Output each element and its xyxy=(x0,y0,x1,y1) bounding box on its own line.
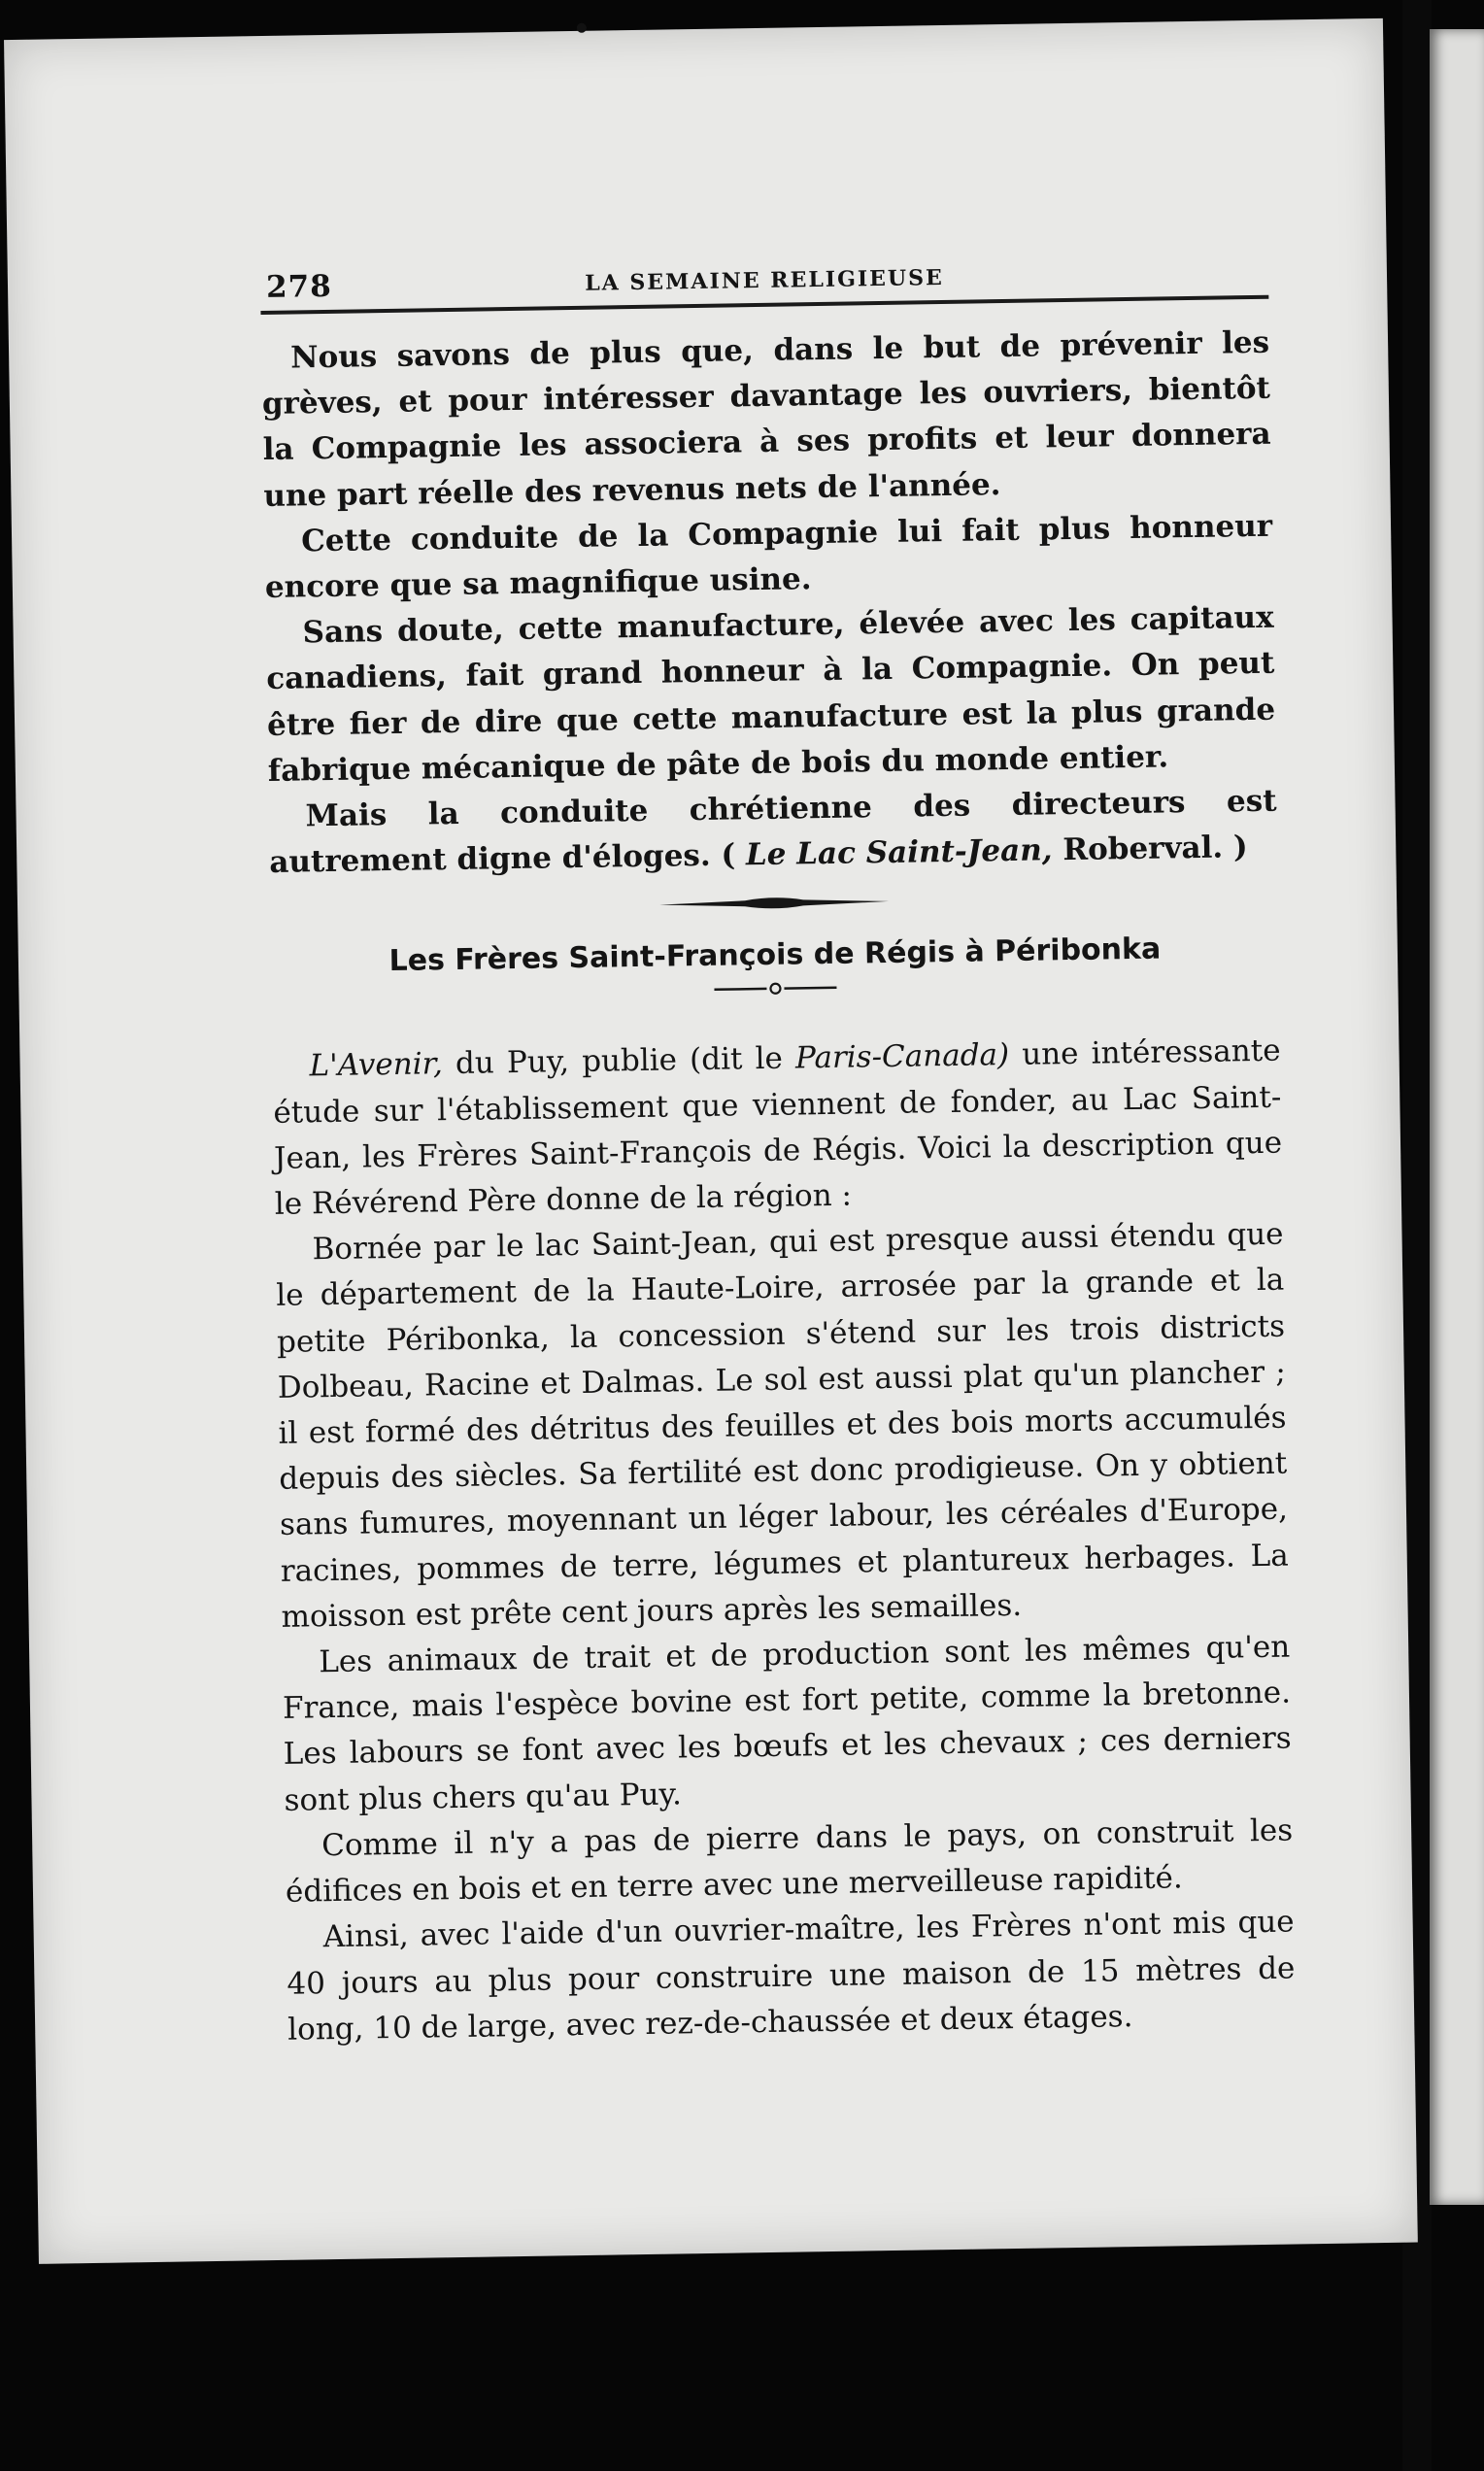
running-header xyxy=(260,239,1269,315)
paragraph-text: du Puy, publie (dit le xyxy=(442,1040,796,1082)
source-title: Paris-Canada) xyxy=(794,1037,1010,1076)
paragraph: Ainsi, avec l'aide d'un ouvrier-maître, les Frères n'ont mis que 40 jours au plus pour construire une maison de 15 mètres de long, 10 de large, avec rez-de-chaussée et deux étages. xyxy=(287,1904,1296,2048)
running-title: LA SEMAINE RELIGIEUSE xyxy=(585,264,944,296)
source-title: L'Avenir, xyxy=(309,1046,444,1084)
adjacent-page-edge xyxy=(1430,29,1484,2205)
paragraph-text: une intéressante étude sur l'établissement que viennent de fonder, au Lac Saint-Jean, les Frères Saint-François de Régis. Voici la description que le Révérend Père donne de la région : xyxy=(273,1033,1283,1222)
source-title: Le Lac Saint-Jean, xyxy=(745,832,1053,873)
ink-speck xyxy=(577,23,587,33)
article-usine xyxy=(261,321,1278,887)
paragraph: Nous savons de plus que, dans le but de prévenir les grèves, et pour intéresser davantage les ouvriers, bientôt la Compagnie les associera à ses profits et leur donnera une part réelle des revenus nets de l'année. xyxy=(261,324,1271,514)
paragraph: Cette conduite de la Compagnie lui fait plus honneur encore que sa magnifique usine. xyxy=(264,508,1273,605)
paragraph xyxy=(268,779,1277,887)
paragraph: Les animaux de trait et de production sont les mêmes qu'en France, mais l'espèce bovine est fort petite, comme la bretonne. Les labours se font avec les bœufs et les chevaux ; ces derniers sont plus chers qu'au Puy. xyxy=(282,1629,1292,1818)
paragraph: Bornée par le lac Saint-Jean, qui est presque aussi étendu que le département de la Haute-Loire, arrosée par la grande et la petite Péribonka, la concession s'étend sur les trois districts Dolbeau, Racine et Dalmas. Le sol est aussi plat qu'un plancher ; il est formé des détritus des feuilles et des bois morts accumulés depuis des siècles. Sa fertilité est donc prodigieuse. On y obtient sans fumures, moyennant un léger labour, les céréales d'Europe, racines, pommes de terre, légumes et plantureux herbages. La moisson est prête cent jours après les semailles. xyxy=(276,1216,1289,1635)
page-content xyxy=(260,239,1297,2053)
article-peribonka xyxy=(272,1029,1296,2053)
small-divider xyxy=(712,981,838,997)
book-page xyxy=(4,18,1418,2264)
page-number: 278 xyxy=(265,268,333,305)
section-title: Les Frères Saint-François de Régis à Péribonka xyxy=(388,931,1162,979)
paragraph xyxy=(272,1029,1283,1228)
paragraph: Comme il n'y a pas de pierre dans le pays, on construit les édifices en bois et en terre avec une merveilleuse rapidité. xyxy=(285,1812,1294,1910)
paragraph-text: Mais la conduite chrétienne des directeurs est autrement digne d'éloges. ( xyxy=(269,783,1277,881)
paragraph: Sans doute, cette manufacture, élevée avec les capitaux canadiens, fait grand honneur à la Compagnie. On peut être fier de dire que cette manufacture est la plus grande fabrique mécanique de pâte de bois du monde entier. xyxy=(266,599,1276,789)
paragraph-text: Roberval. ) xyxy=(1052,829,1248,868)
ornamental-divider xyxy=(658,892,891,915)
